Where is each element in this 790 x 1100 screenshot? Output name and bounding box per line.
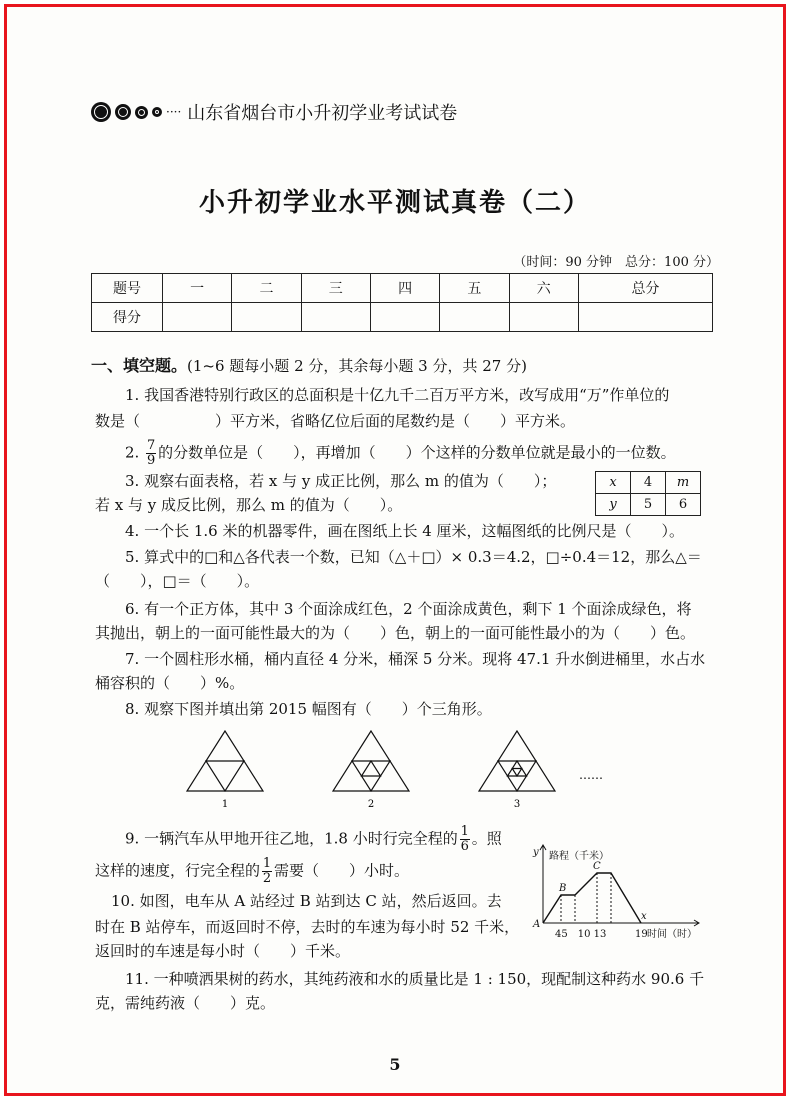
question-3-line-1: 3. 观察右面表格，若 x 与 y 成正比例，那么 m 的值为（ ）； xyxy=(125,472,557,490)
exam-page xyxy=(4,4,786,1096)
fraction-1-2 xyxy=(262,857,272,886)
x-axis-title: 时间（时） xyxy=(647,929,697,940)
header-dots: ···· xyxy=(166,105,182,119)
page-title: 小升初学业水平测试真卷（二） xyxy=(198,188,591,218)
triangle-figure-2 xyxy=(333,731,409,791)
figure-ellipsis: …… xyxy=(579,768,603,782)
distance-time-graph xyxy=(523,839,705,951)
question-3-line-2: 若 x 与 y 成反比例，那么 m 的值为（ ）。 xyxy=(95,496,403,514)
question-5-line-1: 5. 算式中的□和△各代表一个数，已知（△＋□）× 0.3＝4.2，□÷0.4＝12，那么△＝ xyxy=(125,548,702,566)
question-7-line-1: 7. 一个圆柱形水桶，桶内直径 4 分米，桶深 5 分米。现将 47.1 升水倒进桶里，水占水 xyxy=(125,650,706,668)
question-1-line-1: 1. 我国香港特别行政区的总面积是十亿九千二百万平方米，改写成用“万”作单位的 xyxy=(125,386,670,404)
score-cell: 二 xyxy=(232,274,301,303)
score-cell: 三 xyxy=(301,274,370,303)
score-input[interactable] xyxy=(232,303,301,332)
time-and-score: （时间：90 分钟 总分：100 分） xyxy=(513,255,719,270)
score-input[interactable] xyxy=(440,303,509,332)
question-9-line-2 xyxy=(95,857,409,886)
point-label-B: B xyxy=(559,883,567,894)
q9-text: 需要（ ）小时。 xyxy=(274,861,410,880)
fraction-denominator: 6 xyxy=(460,839,469,854)
question-11-line-1: 11. 一种喷洒果树的药水，其纯药液和水的质量比是 1 : 150，现配制这种药水 90.6 千 xyxy=(125,970,705,988)
question-10-line-2: 时在 B 站停车，而返回时不停，去时的车速为每小时 52 千米， xyxy=(95,918,520,936)
question-11-line-2: 克，需纯药液（ ）克。 xyxy=(95,994,276,1012)
point-label-A: A xyxy=(533,919,541,930)
question-2 xyxy=(125,439,676,468)
score-cell: 题号 xyxy=(92,274,163,303)
score-input[interactable] xyxy=(578,303,712,332)
score-cell: 六 xyxy=(509,274,578,303)
question-6-line-1: 6. 有一个正方体，其中 3 个面涂成红色，2 个面涂成黄色，剩下 1 个面涂成绿色，将 xyxy=(125,600,692,618)
xy-table xyxy=(595,471,701,516)
score-input[interactable] xyxy=(163,303,232,332)
q2-number: 2. xyxy=(125,443,140,462)
section-number: 一、 xyxy=(91,356,124,375)
fraction-denominator: 9 xyxy=(146,453,156,468)
xy-cell: y xyxy=(596,494,631,516)
score-table xyxy=(91,273,713,332)
xy-cell: 6 xyxy=(666,494,701,516)
spiral-icon xyxy=(91,102,111,122)
x-tick-labels: 45 10 13 xyxy=(555,929,607,940)
x-axis-letter: x xyxy=(641,911,647,922)
spiral-icon xyxy=(152,107,162,117)
xy-cell: 4 xyxy=(631,472,666,494)
figure-label: 3 xyxy=(513,799,521,810)
question-7-line-2: 桶容积的（ ）%。 xyxy=(95,674,245,692)
spiral-icon xyxy=(135,106,148,119)
question-1-line-2: 数是（ ）平方米，省略亿位后面的尾数约是（ ）平方米。 xyxy=(95,412,576,430)
score-input[interactable] xyxy=(509,303,578,332)
triangle-figure-3 xyxy=(479,731,555,791)
q9-text: 9. 一辆汽车从甲地开往乙地，1.8 小时行完全程的 xyxy=(125,829,458,848)
score-cell: 四 xyxy=(370,274,439,303)
question-5-line-2: （ ），□＝（ ）。 xyxy=(95,572,260,590)
triangle-figures xyxy=(183,727,623,817)
fraction-7-9 xyxy=(146,439,156,468)
q9-text: 。照 xyxy=(471,829,502,848)
score-cell: 得分 xyxy=(92,303,163,332)
y-axis-title: 路程（千米） xyxy=(549,851,609,862)
q9-text: 这样的速度，行完全程的 xyxy=(95,861,261,880)
figure-label: 1 xyxy=(221,799,229,810)
score-input[interactable] xyxy=(301,303,370,332)
question-9-line-1 xyxy=(125,825,502,854)
score-cell: 五 xyxy=(440,274,509,303)
header-text: 山东省烟台市小升初学业考试试卷 xyxy=(187,103,458,124)
section-name: 填空题。 xyxy=(123,356,188,375)
section-rule: (1~6 题每小题 2 分，其余每小题 3 分，共 27 分) xyxy=(187,357,527,375)
score-cell: 总分 xyxy=(578,274,712,303)
route-line xyxy=(543,873,641,923)
fraction-numerator: 1 xyxy=(460,824,469,839)
section-heading xyxy=(91,353,527,376)
question-10-line-1: 10. 如图，电车从 A 站经过 B 站到达 C 站，然后返回。去 xyxy=(111,892,502,910)
question-10-line-3: 返回时的车速是每小时（ ）千米。 xyxy=(95,942,351,960)
x-tick-19: 19 xyxy=(635,929,648,940)
score-cell: 一 xyxy=(163,274,232,303)
running-header xyxy=(91,99,457,125)
y-axis-letter: y xyxy=(533,847,539,858)
xy-cell: x xyxy=(596,472,631,494)
xy-cell: m xyxy=(666,472,701,494)
triangle-figure-1 xyxy=(187,731,263,791)
xy-cell: 5 xyxy=(631,494,666,516)
q2-text: 的分数单位是（ ），再增加（ ）个这样的分数单位就是最小的一位数。 xyxy=(158,443,676,462)
point-label-C: C xyxy=(593,861,601,872)
score-input[interactable] xyxy=(370,303,439,332)
fraction-1-6 xyxy=(460,825,470,854)
spiral-icon xyxy=(115,104,131,120)
page-number: 5 xyxy=(389,1055,401,1074)
figure-label: 2 xyxy=(367,799,375,810)
question-6-line-2: 其抛出，朝上的一面可能性最大的为（ ）色，朝上的一面可能性最小的为（ ）色。 xyxy=(95,624,696,642)
fraction-denominator: 2 xyxy=(262,871,272,886)
fraction-numerator: 7 xyxy=(146,438,156,453)
question-8: 8. 观察下图并填出第 2015 幅图有（ ）个三角形。 xyxy=(125,700,492,718)
fraction-numerator: 1 xyxy=(262,856,272,871)
question-4: 4. 一个长 1.6 米的机器零件，画在图纸上长 4 厘米，这幅图纸的比例尺是（ ）。 xyxy=(125,522,685,540)
